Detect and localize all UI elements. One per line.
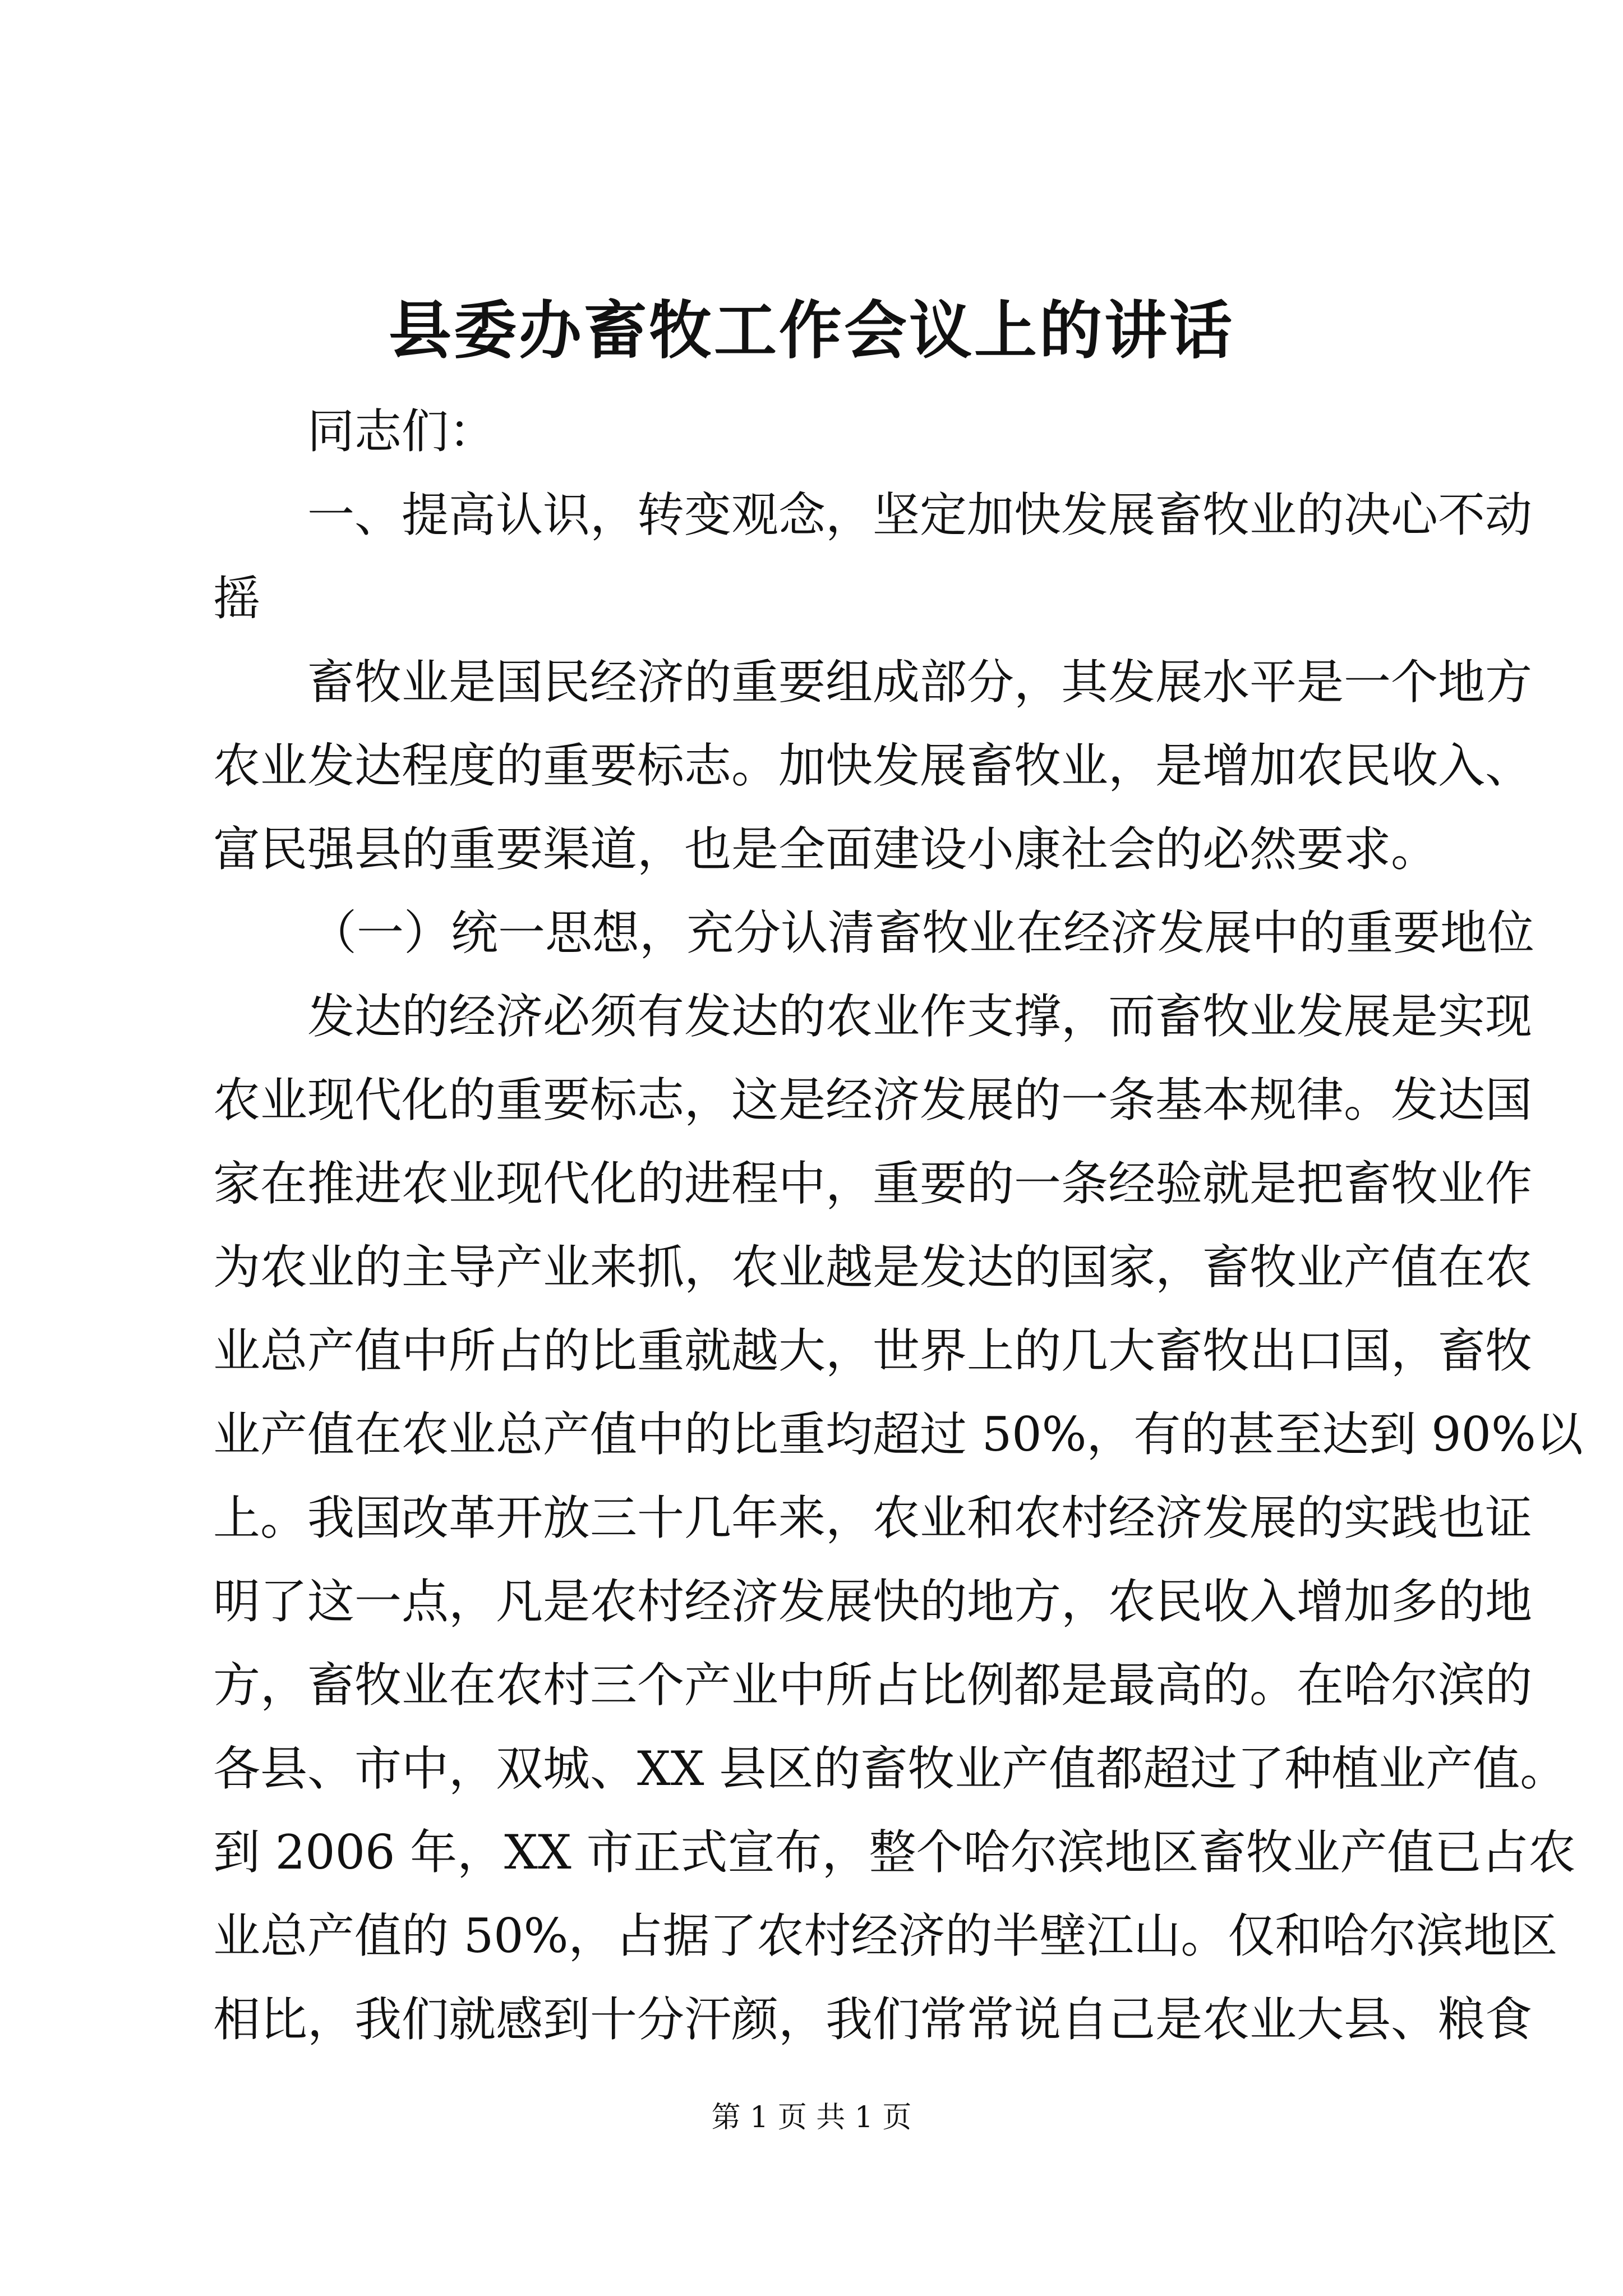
paragraph-line: 各县、市中，双城、XX 县区的畜牧业产值都超过了种植业产值。 xyxy=(213,1741,1567,1796)
paragraph-line: 到 2006 年，XX 市正式宣布，整个哈尔滨地区畜牧业产值已占农 xyxy=(213,1825,1576,1880)
paragraph-line: 明了这一点，凡是农村经济发展快的地方，农民收入增加多的地 xyxy=(213,1574,1533,1629)
paragraph-line: 业总产值的 50%，占据了农村经济的半壁江山。仅和哈尔滨地区 xyxy=(213,1908,1558,1963)
page-number-footer: 第 1 页 共 1 页 xyxy=(711,2101,912,2134)
paragraph-line: 业产值在农业总产值中的比重均超过 50%，有的甚至达到 90%以 xyxy=(213,1407,1583,1462)
paragraph-line: 上。我国改革开放三十几年来，农业和农村经济发展的实践也证 xyxy=(213,1490,1533,1545)
paragraph-line: 农业发达程度的重要标志。加快发展畜牧业，是增加农民收入、 xyxy=(213,738,1533,793)
paragraph-line: 业总产值中所占的比重就越大，世界上的几大畜牧出口国，畜牧 xyxy=(213,1323,1533,1378)
paragraph-line: 家在推进农业现代化的进程中，重要的一条经验就是把畜牧业作 xyxy=(213,1156,1533,1211)
paragraph-line: 富民强县的重要渠道，也是全面建设小康社会的必然要求。 xyxy=(213,822,1438,877)
salutation-line: 同志们： xyxy=(307,404,496,459)
section-heading-line: 一、提高认识，转变观念，坚定加快发展畜牧业的决心不动 xyxy=(307,487,1533,542)
subsection-heading-line: （一）统一思想，充分认清畜牧业在经济发展中的重要地位 xyxy=(310,905,1535,960)
paragraph-line: 为农业的主导产业来抓，农业越是发达的国家，畜牧业产值在农 xyxy=(213,1240,1533,1295)
paragraph-line: 方，畜牧业在农村三个产业中所占比例都是最高的。在哈尔滨的 xyxy=(213,1658,1533,1713)
section-heading-line: 摇 xyxy=(213,571,261,626)
document-body xyxy=(213,390,1583,2062)
paragraph-line: 发达的经济必须有发达的农业作支撑，而畜牧业发展是实现 xyxy=(307,989,1533,1044)
document-title: 县委办畜牧工作会议上的讲话 xyxy=(389,294,1234,367)
paragraph-line: 农业现代化的重要标志，这是经济发展的一条基本规律。发达国 xyxy=(213,1073,1533,1128)
paragraph-line: 畜牧业是国民经济的重要组成部分，其发展水平是一个地方 xyxy=(307,655,1533,710)
paragraph-line: 相比，我们就感到十分汗颜，我们常常说自己是农业大县、粮食 xyxy=(213,1992,1533,2047)
